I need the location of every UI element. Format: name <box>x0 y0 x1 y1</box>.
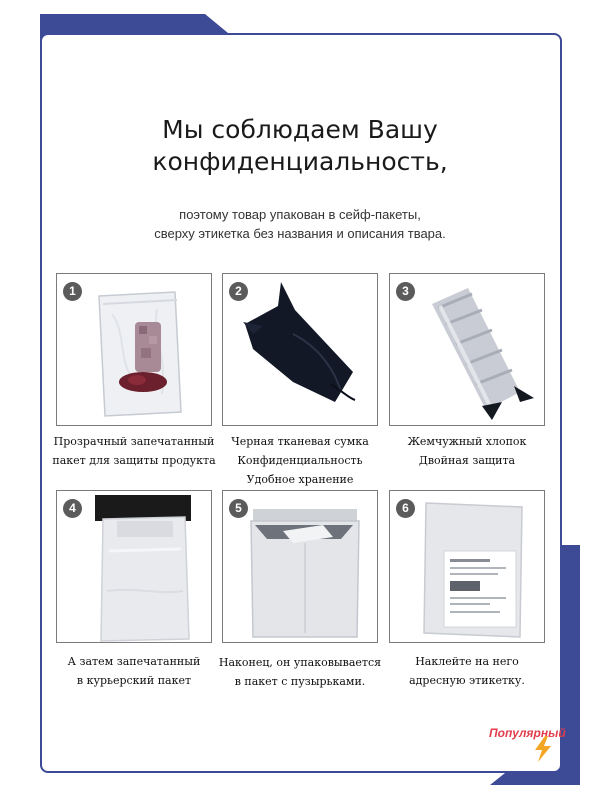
subtitle-line-1: поэтому товар упакован в сейф-пакеты, <box>179 207 421 222</box>
step-caption-4: А затем запечатанный в курьерский пакет <box>67 655 201 687</box>
title-line-1: Мы соблюдаем Вашу <box>162 115 438 144</box>
step-tile-5 <box>222 490 378 643</box>
title-line-2: конфиденциальность, <box>152 147 448 176</box>
page-title <box>0 114 600 178</box>
brand-logo-text: Популярный <box>489 726 566 740</box>
step-number-badge: 1 <box>63 282 82 301</box>
step-number-badge: 2 <box>229 282 248 301</box>
page-subtitle <box>0 205 600 243</box>
step-tile-4 <box>56 490 212 643</box>
step-caption-2: Черная тканевая сумка Конфиденциальность Удобное хранение <box>231 435 369 486</box>
step-tile-3 <box>389 273 545 426</box>
subtitle-line-2: сверху этикетка без названия и описания твара. <box>154 226 446 241</box>
step-number-badge: 4 <box>63 499 82 518</box>
step-number-badge: 5 <box>229 499 248 518</box>
step-caption-3: Жемчужный хлопок Двойная защита <box>407 435 527 467</box>
step-caption-6: Наклейте на него адресную этикетку. <box>409 655 525 687</box>
brand-logo <box>489 720 589 770</box>
step-caption-5: Наконец, он упаковывается в пакет с пузырьками. <box>218 656 382 688</box>
lightning-icon <box>529 734 559 764</box>
step-number-badge: 3 <box>396 282 415 301</box>
step-tile-2 <box>222 273 378 426</box>
step-number-badge: 6 <box>396 499 415 518</box>
step-tile-6 <box>389 490 545 643</box>
step-tile-1 <box>56 273 212 426</box>
step-caption-1: Прозрачный запечатанный пакет для защиты продукта <box>52 435 216 467</box>
